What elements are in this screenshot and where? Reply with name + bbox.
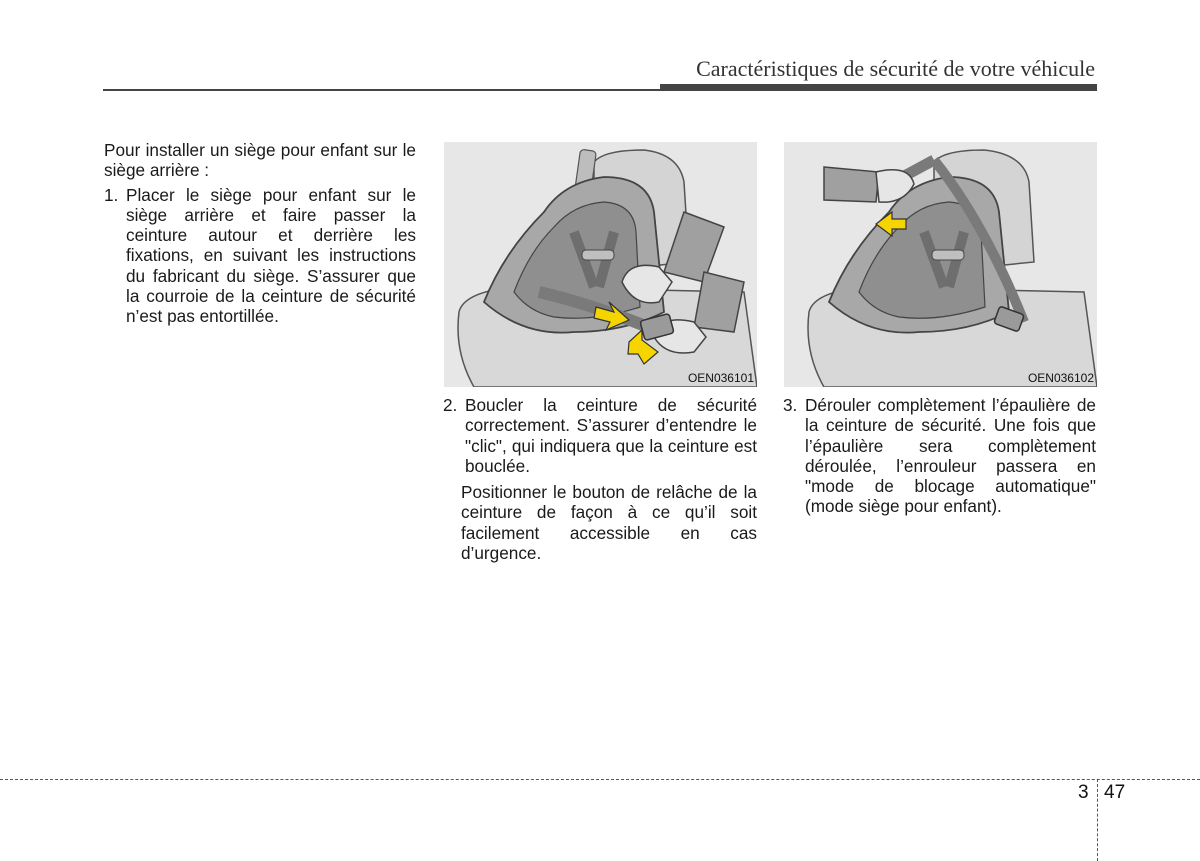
step-3 — [783, 395, 1096, 517]
intro-text: Pour installer un siège pour enfant sur le siège arrière : — [104, 140, 416, 181]
step-1 — [104, 185, 416, 327]
column-1 — [104, 140, 416, 327]
figure-code: OEN036101 — [687, 371, 754, 385]
child-seat-pulling-belt-illustration — [784, 142, 1097, 387]
column-2 — [443, 395, 757, 563]
step-2-note: Positionner le bouton de relâche de la ceinture de façon à ce qu’il soit facilement accessible en cas d’urgence. — [461, 482, 757, 564]
figure-pull-belt — [784, 142, 1097, 387]
step-2-text: Boucler la ceinture de sécurité correctement. S’assurer d’entendre le "clic", qui indiquera que la ceinture est bouclée. — [465, 395, 757, 476]
step-2 — [443, 395, 757, 476]
figure-buckle-belt — [444, 142, 757, 387]
child-seat-buckling-illustration — [444, 142, 757, 387]
footer-divider — [0, 779, 1200, 780]
step-3-number: 3. — [783, 395, 798, 415]
header-rule — [103, 89, 660, 91]
header-rule-thick — [660, 84, 1097, 91]
step-3-text: Dérouler complètement l’épaulière de la ceinture de sécurité. Une fois que l’épaulière sera complètement déroulée, l’enrouleur passera en "mode de blocage automatique" (mode siège pour enfant). — [805, 395, 1096, 517]
chapter-number: 3 — [1078, 782, 1089, 803]
step-1-text: Placer le siège pour enfant sur le siège arrière et faire passer la ceinture autour et derrière les fixations, en suivant les instructions du fabricant du siège. S’assurer que la courroie de la ceinture de sécurité n’est pas entortillée. — [126, 184, 416, 327]
column-3 — [783, 395, 1096, 517]
footer-vertical-divider — [1097, 779, 1098, 861]
step-2-number: 2. — [443, 395, 458, 415]
step-1-number: 1. — [104, 184, 119, 205]
page-number: 47 — [1104, 782, 1126, 803]
figure-code: OEN036102 — [1027, 371, 1094, 385]
section-title: Caractéristiques de sécurité de votre véhicule — [696, 56, 1095, 81]
